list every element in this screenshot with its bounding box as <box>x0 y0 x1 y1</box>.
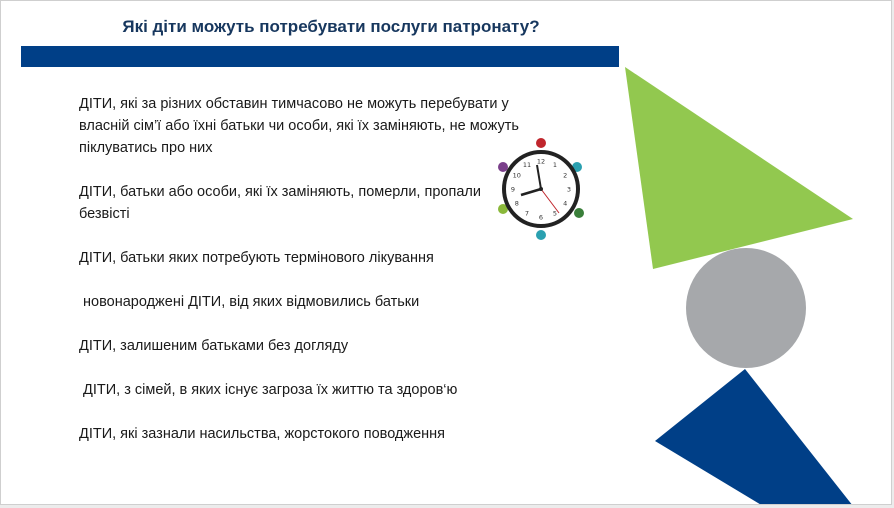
slide-title: Які діти можуть потребувати послуги патронату? <box>122 17 540 36</box>
clock-number: 12 <box>536 157 546 166</box>
figure-icon <box>536 138 546 148</box>
list-item: ДІТИ, які зазнали насильства, жорстокого поводження <box>79 426 446 442</box>
list-item: ДІТИ, батьки яких потребують термінового лікування <box>79 250 434 266</box>
clock-number: 4 <box>563 199 568 208</box>
title-bar <box>21 46 619 67</box>
blue-square <box>655 369 853 505</box>
gray-circle <box>686 248 806 368</box>
children-list <box>79 93 523 467</box>
list-item: ДІТИ, батьки або особи, які їх заміняють, померли, пропали безвісті <box>79 184 485 222</box>
list-item: новонароджені ДІТИ, від яких відмовились батьки <box>79 294 420 310</box>
clock-number: 1 <box>552 161 558 170</box>
figure-icon <box>498 162 508 172</box>
clock-number: 6 <box>538 213 544 222</box>
list-item: ДІТИ, залишеним батьками без догляду <box>79 338 349 354</box>
clock-number: 5 <box>552 209 558 218</box>
clock-icon <box>491 131 591 243</box>
clock-number: 2 <box>563 171 568 180</box>
list-item: ДІТИ, з сімей, в яких існує загроза їх життю та здоров‘ю <box>79 382 458 398</box>
clock-center <box>539 187 543 191</box>
clock-number: 8 <box>514 199 519 208</box>
list-item: ДІТИ, які за різних обставин тимчасово не можуть перебувати у власній сім’ї або їхні батьки чи особи, які їх заміняють, не можуть піклуватись про них <box>79 96 523 156</box>
decorative-shapes <box>621 61 891 505</box>
clock-number: 9 <box>510 185 516 194</box>
clock-number: 7 <box>524 209 530 218</box>
clock-number: 11 <box>522 161 532 170</box>
figure-icon <box>536 230 546 240</box>
figure-icon <box>574 208 584 218</box>
green-triangle <box>625 67 853 269</box>
clock-number: 10 <box>512 171 521 180</box>
clock-number: 3 <box>566 185 572 194</box>
